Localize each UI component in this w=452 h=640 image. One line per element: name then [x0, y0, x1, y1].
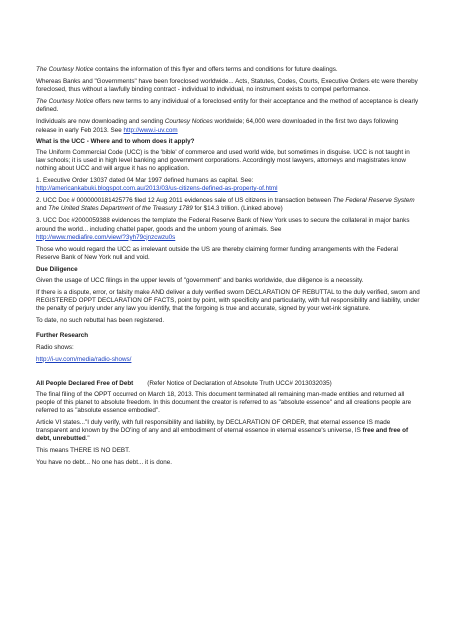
- intro-paragraph-4-text-b: worldwide; 64,000 were downloaded in the first two days following release in early Feb 2013. See: [36, 118, 399, 134]
- courtesy-notices-emphasis: Courtesy Notices: [164, 118, 213, 126]
- ucc-item-3-text: 3. UCC Doc #2000059388 evidences the template the Federal Reserve Bank of New York uses to secure the collateral in major banks around the world... including chattel paper, goods and the unborn young of animals. See: [36, 217, 410, 233]
- radio-shows-label: Radio shows:: [36, 343, 74, 351]
- declaration-reference: (Refer Notice of Declaration of Absolute Truth UCC# 2013032035): [147, 379, 332, 387]
- treasury-emphasis: The United States Department of the Treasury 1789: [48, 205, 193, 213]
- article-vi-text-c: .": [85, 435, 90, 443]
- americankabuki-link[interactable]: http://americankabuki.blogspot.com.au/2013/03/us-citizens-defined-as-property-of.html: [36, 185, 278, 193]
- ucc-item-2-text-c: for $14.3 trillion. (Linked above): [192, 205, 283, 213]
- intro-paragraph-4: [36, 118, 420, 134]
- ucc-item-2: [36, 197, 420, 213]
- due-diligence-paragraph-1: Given the usage of UCC filings in the upper levels of "government" and banks worldwide, due diligence is a necessity.: [36, 276, 364, 284]
- federal-reserve-system-emphasis: The Federal Reserve System: [332, 197, 415, 205]
- intro-paragraph-1: [36, 66, 420, 74]
- ucc-item-3: [36, 217, 420, 241]
- intro-paragraph-1-text: contains the information of this flyer and offers terms and conditions for future dealings.: [93, 66, 338, 73]
- further-research-heading: Further Research: [36, 332, 89, 340]
- ucc-item-2-text-b: and: [36, 205, 49, 213]
- radio-shows-paragraph: [36, 356, 420, 364]
- free-of-debt-heading: [36, 380, 420, 388]
- due-diligence-paragraph-2: If there is a dispute, error, or falsity make AND deliver a duly verified sworn DECLARATION OF REBUTTAL to the duly verified, sworn and REGISTERED OPPT DECLARATION OF FACTS, point by point, with specificity and particularity, with full responsibility and liability, under the penalty of perjury under any law you identify, that the forgoing is true and accurate, signed by your wet-ink signature.: [36, 289, 420, 313]
- free-of-debt-emphasis: free and free of debt, unrebutted: [36, 427, 409, 443]
- ucc-item-1-text: 1. Executive Order 13037 dated 04 Mar 1997 defined humans as capital. See:: [36, 177, 254, 185]
- intro-paragraph-2: Whereas Banks and "Governments" have been foreclosed worldwide... Acts, Statutes, Codes, Courts, Executive Orders etc were thereby foreclosed, thus without a lawfully binding contract - individual to individual, no instrument exists to compel performance.: [36, 78, 418, 94]
- article-vi-text-a: Article VI states..."I duly verify, with full responsibility and liability, by DECLARATION OF ORDER, that eternal essence IS made transparent and known by the DO'ing of any and all embodiment of eternal essence in eternal essence's universe, IS: [36, 419, 391, 435]
- due-diligence-heading: Due Diligence: [36, 265, 78, 273]
- courtesy-notice-emphasis: The Courtesy Notice: [36, 98, 94, 106]
- no-debt-statement: This means THERE IS NO DEBT.: [36, 447, 131, 455]
- ucc-paragraph-1: The Uniform Commercial Code (UCC) is the 'bible' of commerce and used world wide, but sometimes in disguise. UCC is not taught in law schools; it is used in high level banking and government corporations. Accordingly most lawyers, attorneys and magistrates know nothing about UCC and will argue it has no application.: [36, 148, 410, 172]
- ucc-item-2-text-a: 2. UCC Doc # 0000000181425776 filed 12 Aug 2011 evidences sale of US citizens in transaction between: [36, 197, 333, 205]
- intro-paragraph-3-text: offers new terms to any individual of a foreclosed entity for their acceptance and the method of acceptance is clearly defined.: [36, 98, 419, 114]
- free-of-debt-title: All People Declared Free of Debt: [36, 379, 134, 387]
- ucc-item-1: [36, 177, 420, 193]
- ucc-heading: What is the UCC - Where and to whom does it apply?: [36, 137, 195, 145]
- courtesy-notice-emphasis: The Courtesy Notice: [36, 66, 94, 73]
- article-vi-paragraph: [36, 419, 420, 443]
- i-uv-link[interactable]: http://www.i-uv.com: [123, 126, 178, 134]
- mediafire-link[interactable]: http://www.mediafire.com/view/?3yh79cjnzcwzu0s: [36, 233, 176, 241]
- due-diligence-paragraph-3: To date, no such rebuttal has been registered.: [36, 317, 165, 325]
- intro-paragraph-4-text-a: Individuals are now downloading and sending: [36, 118, 165, 126]
- ucc-paragraph-last: Those who would regard the UCC as irrelevant outside the US are thereby claiming former funding arrangements with the Federal Reserve Bank of New York null and void.: [36, 245, 398, 261]
- it-is-done-statement: You have no debt... No one has debt... it is done.: [36, 459, 172, 467]
- radio-shows-link[interactable]: http://i-uv.com/media/radio-shows/: [36, 355, 132, 363]
- intro-paragraph-3: [36, 98, 420, 114]
- free-of-debt-paragraph-1: The final filing of the OPPT occurred on March 18, 2013. This document terminated all remaining man-made entities and returned all people of this planet to absolute freedom. In this document the creator is referred to as "absolute essence" and all creations people are referred to as "absolute essence embodied".: [36, 390, 412, 414]
- document-body: [36, 66, 420, 472]
